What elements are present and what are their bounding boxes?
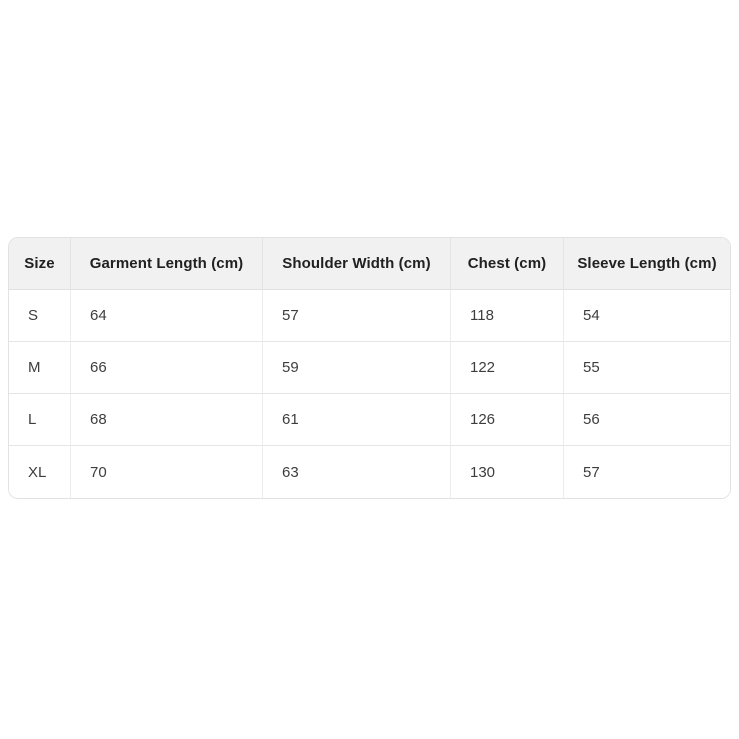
cell-size: L [9,394,71,446]
cell-chest: 126 [451,394,564,446]
cell-chest: 118 [451,290,564,342]
header-row [9,238,730,290]
cell-garment-length: 68 [71,394,263,446]
table-body [9,290,730,498]
size-chart-table [9,238,730,498]
cell-garment-length: 70 [71,446,263,498]
cell-chest: 122 [451,342,564,394]
table-row-xl [9,446,730,498]
column-header-garment-length: Garment Length (cm) [71,238,263,290]
cell-sleeve-length: 57 [564,446,730,498]
cell-shoulder-width: 57 [263,290,451,342]
column-header-chest: Chest (cm) [451,238,564,290]
table-row-m [9,342,730,394]
cell-chest: 130 [451,446,564,498]
table-header [9,238,730,290]
cell-size: XL [9,446,71,498]
cell-size: M [9,342,71,394]
cell-shoulder-width: 59 [263,342,451,394]
cell-garment-length: 66 [71,342,263,394]
cell-shoulder-width: 61 [263,394,451,446]
table-row-s [9,290,730,342]
cell-sleeve-length: 56 [564,394,730,446]
column-header-shoulder-width: Shoulder Width (cm) [263,238,451,290]
cell-sleeve-length: 55 [564,342,730,394]
cell-size: S [9,290,71,342]
column-header-sleeve-length: Sleeve Length (cm) [564,238,730,290]
size-chart-container [8,237,731,499]
cell-shoulder-width: 63 [263,446,451,498]
cell-garment-length: 64 [71,290,263,342]
cell-sleeve-length: 54 [564,290,730,342]
column-header-size: Size [9,238,71,290]
table-row-l [9,394,730,446]
